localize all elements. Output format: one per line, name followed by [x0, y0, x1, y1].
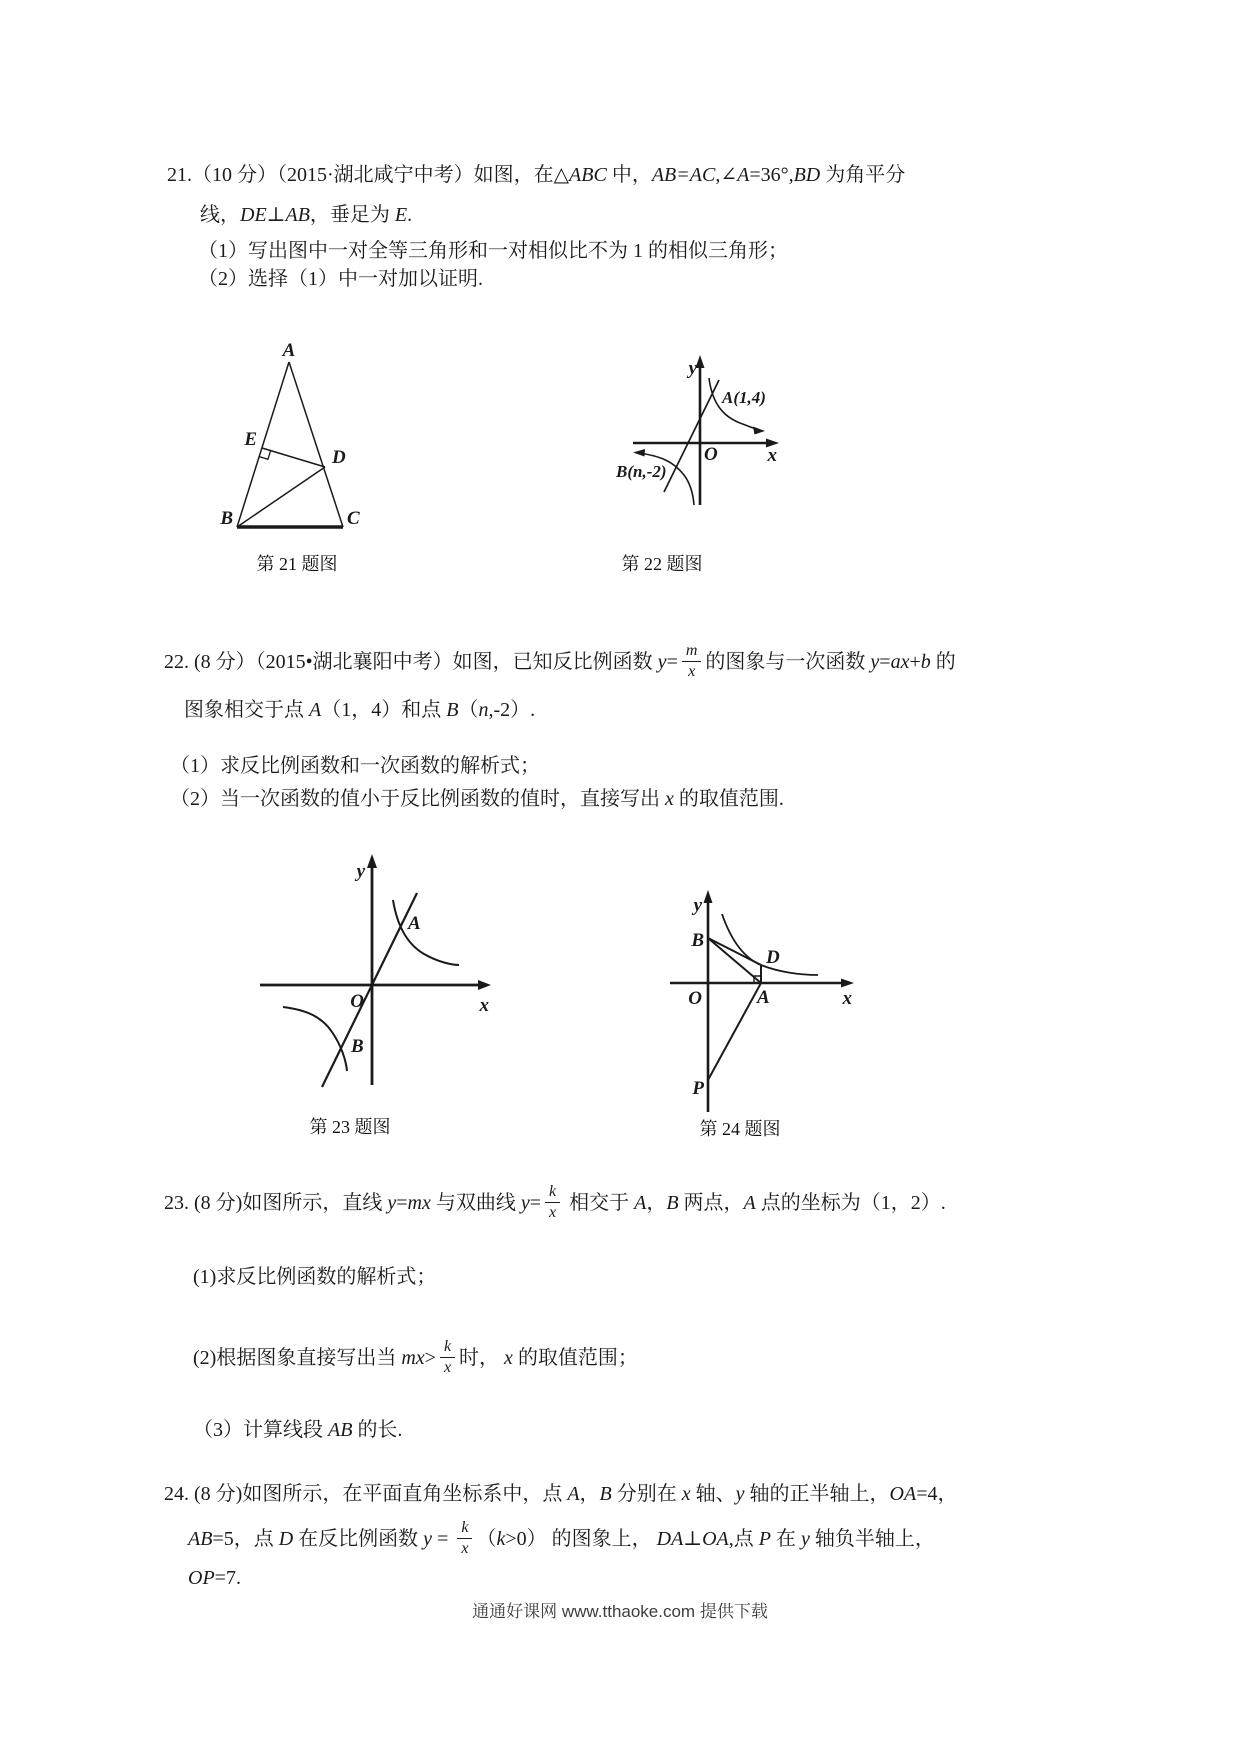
problem-21-line-1: 21.（10 分）（2015·湖北咸宁中考）如图，在△ABC 中，AB=AC,∠A=36°,BD 为角平分	[167, 164, 906, 186]
fig23-label-x: x	[479, 995, 489, 1016]
problem-21-item-1: （1）写出图中一对全等三角形和一对相似比不为 1 的相似三角形；	[198, 240, 788, 262]
fig23-label-y: y	[356, 861, 365, 882]
fig21-label-b: B	[220, 508, 233, 529]
fig21-segment-ed	[262, 448, 325, 467]
problem-24-line-1: 24. (8 分)如图所示，在平面直角坐标系中，点 A，B 分别在 x 轴、y 轴的正半轴上，OA=4，	[164, 1483, 958, 1505]
problem-22-line-1: 22. (8 分）（2015•湖北襄阳中考）如图，已知反比例函数 y= $\frac{m}{x}$ 的图象与一次函数 y=ax+b 的	[164, 642, 956, 680]
problem-22-line-2: 图象相交于点 A（1，4）和点 B（n,-2）.	[184, 699, 536, 721]
fig21-label-c: C	[347, 508, 360, 529]
fig24-label-d: D	[766, 947, 780, 968]
fig22-hyperbola-q1-arrow	[753, 427, 765, 435]
fig23-x-axis-arrow	[478, 980, 491, 990]
fig21-label-e: E	[244, 429, 257, 450]
problem-21-line-2: 线，DE⊥AB，垂足为 E.	[200, 204, 413, 226]
figure-22-graph	[598, 340, 803, 515]
fig23-label-o: O	[350, 991, 364, 1012]
fig22-label-point-a: A(1,4)	[722, 388, 766, 407]
problem-21-item-2: （2）选择（1）中一对加以证明.	[198, 268, 483, 290]
fig24-label-y: y	[693, 895, 702, 916]
problem-23-item-3: （3）计算线段 AB 的长.	[193, 1419, 403, 1441]
figure-21-caption: 第 21 题图	[256, 554, 338, 574]
fraction: $\frac{k}{x}$	[545, 1183, 560, 1221]
fraction: $\frac{k}{x}$	[457, 1519, 472, 1557]
fig24-label-b: B	[691, 930, 704, 951]
fig24-label-x: x	[842, 988, 852, 1009]
fig22-hyperbola-q3-arrow	[633, 449, 645, 457]
fraction: $\frac{k}{x}$	[440, 1338, 455, 1376]
figure-23-graph	[253, 845, 500, 1097]
fig22-label-y: y	[688, 358, 697, 379]
fig24-y-axis-arrow	[704, 890, 713, 903]
fig21-label-a: A	[282, 340, 296, 361]
figure-22-caption: 第 22 题图	[621, 554, 703, 574]
fig23-line	[322, 893, 417, 1087]
fig21-label-d: D	[332, 447, 346, 468]
problem-22-item-1: （1）求反比例函数和一次函数的解析式；	[170, 755, 540, 777]
figure-21-triangle	[195, 328, 395, 550]
fig23-y-axis-arrow	[367, 854, 377, 868]
figure-23-caption: 第 23 题图	[309, 1117, 391, 1137]
fig24-label-o: O	[688, 988, 702, 1009]
fig24-segment-ap	[708, 983, 761, 1080]
fig24-x-axis-arrow	[841, 979, 854, 988]
problem-23-item-2: (2)根据图象直接写出当 mx> $\frac{k}{x}$ 时， x 的取值范围；	[193, 1338, 638, 1376]
problem-23-line-1: 23. (8 分)如图所示，直线 y=mx 与双曲线 y= $\frac{k}{x}$ 相交于 A，B 两点，A 点的坐标为（1，2）.	[164, 1183, 946, 1221]
fig22-label-x: x	[767, 445, 777, 466]
problem-23-item-1: (1)求反比例函数的解析式；	[193, 1266, 437, 1288]
problem-22-item-2: （2）当一次函数的值小于反比例函数的值时，直接写出 x 的取值范围.	[170, 788, 784, 810]
fig23-hyperbola-q1	[393, 900, 459, 965]
fig23-label-b: B	[351, 1036, 364, 1057]
fig21-segment-bd	[237, 467, 325, 527]
fraction: $\frac{m}{x}$	[682, 642, 702, 680]
fig24-label-p: P	[692, 1078, 704, 1099]
figure-24-caption: 第 24 题图	[699, 1119, 781, 1139]
problem-24-line-3: OP=7.	[188, 1567, 241, 1589]
fig21-side-ac	[289, 362, 343, 527]
fig24-label-a: A	[757, 987, 770, 1008]
figure-24-graph	[663, 888, 863, 1118]
problem-24-line-2: AB=5，点 D 在反比例函数 y = $\frac{k}{x}$ （k>0） 的图象上， DA⊥OA,点 P 在 y 轴负半轴上，	[188, 1519, 935, 1557]
fig23-hyperbola-q3	[283, 1007, 347, 1071]
fig22-line	[664, 380, 719, 492]
fig22-label-o: O	[704, 444, 718, 465]
footer-watermark: 通通好课网 www.tthaoke.com 提供下载	[472, 1602, 768, 1621]
fig23-label-a: A	[408, 913, 421, 934]
fig22-label-point-b: B(n,-2)	[616, 462, 667, 481]
